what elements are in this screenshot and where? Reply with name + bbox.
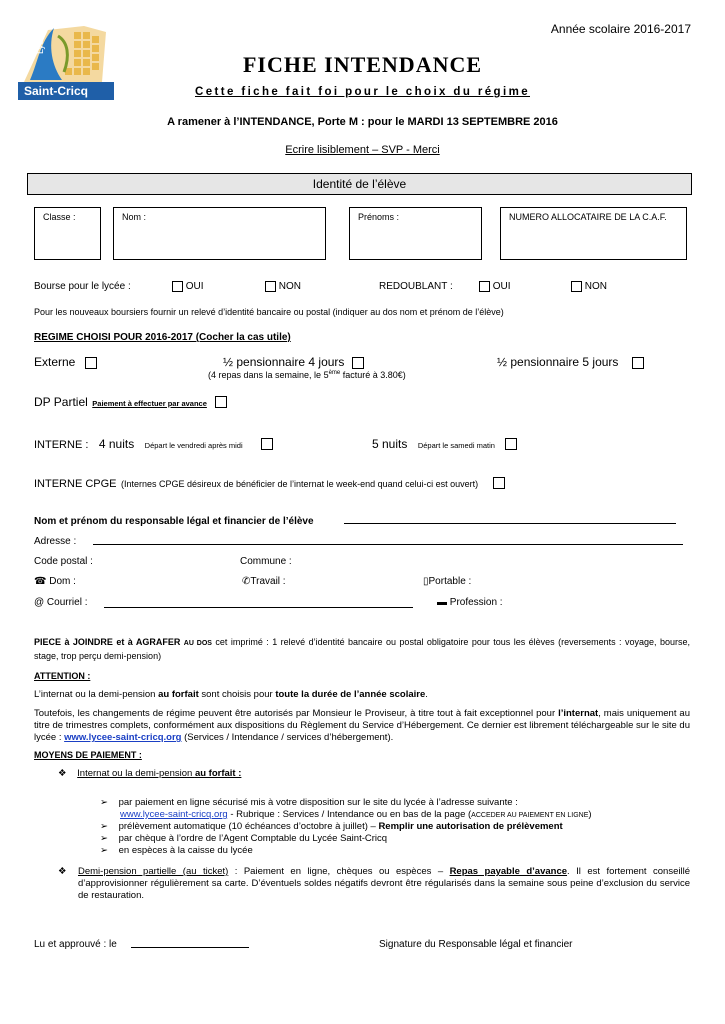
payment-item1-b: - Rubrique : Services / Intendance ou en bas de la page ( — [227, 809, 472, 820]
attention-p2-a: Toutefois, les changements de régime peuvent être autorisés par Monsieur le Proviseur, à titre tout à fait exceptionnel pour — [34, 708, 559, 719]
pieces-lead: PIECE à JOINDRE et à AGRAFER — [34, 637, 181, 647]
payment-item4: en espèces à la caisse du lycée — [118, 845, 253, 856]
dp-partiel-option — [34, 393, 227, 411]
cpge-label: INTERNE CPGE — [34, 478, 117, 490]
school-year: Année scolaire 2016-2017 — [550, 22, 691, 36]
dp-partiel-checkbox[interactable] — [215, 396, 227, 408]
payment-item1-text: par paiement en ligne sécurisé mis à votre disposition sur le site du lycée à l’adresse suivante : — [118, 797, 518, 808]
identity-section-title: Identité de l’élève — [312, 177, 407, 191]
pieces-paragraph — [34, 636, 690, 662]
redoublant-non-label: NON — [584, 281, 608, 293]
interne-row — [34, 435, 273, 453]
prenoms-field[interactable] — [349, 207, 482, 260]
attention-p1-d: toute la durée de l’année scolaire — [275, 689, 426, 700]
externe-checkbox[interactable] — [85, 357, 97, 369]
travail-field[interactable] — [242, 576, 286, 587]
classe-field[interactable] — [34, 207, 101, 260]
demi4-note — [208, 370, 406, 380]
prenoms-label: Prénoms : — [358, 212, 400, 222]
interne-4-label: 4 nuits — [98, 437, 135, 451]
classe-label: Classe : — [43, 212, 76, 222]
arrow-bullet-icon: ➢ — [100, 821, 108, 832]
attention-p2-d: (Services / Intendance / services d’hébergement). — [181, 732, 394, 743]
attention-p1-c: sont choisis pour — [198, 689, 276, 700]
demi4-note-b: facturé à 3.80€) — [340, 370, 406, 380]
cpge-checkbox[interactable] — [493, 477, 505, 489]
demi5-checkbox[interactable] — [632, 357, 644, 369]
payment-item1-c: ) — [588, 809, 592, 820]
portable-field[interactable] — [423, 576, 471, 587]
redoublant-oui-checkbox[interactable] — [479, 281, 490, 292]
partial-c: Repas payable d’avance — [449, 866, 568, 877]
work-phone-icon: ✆ — [242, 576, 251, 587]
attention-p1-e: . — [425, 689, 428, 700]
redoublant-oui-label: OUI — [492, 281, 511, 293]
phone-icon: ☎ — [34, 576, 47, 587]
commune-label: Commune : — [240, 556, 292, 567]
bourse-row — [34, 281, 694, 295]
forfait-label-b: au forfait : — [194, 768, 242, 779]
caf-field[interactable] — [500, 207, 687, 260]
courriel-label: @ Courriel : — [34, 597, 88, 608]
interne-5-checkbox[interactable] — [505, 438, 517, 450]
payment-item3: par chèque à l’ordre de l’Agent Comptable du Lycée Saint-Cricq — [118, 833, 388, 844]
page-title: FICHE INTENDANCE — [242, 52, 483, 77]
attention-p1 — [34, 689, 690, 701]
profession-label: Profession : — [449, 597, 503, 608]
redoublant-non-checkbox[interactable] — [571, 281, 582, 292]
attention-site-link[interactable]: www.lycee-saint-cricq.org — [64, 732, 182, 743]
interne-4-note: Départ le vendredi après midi — [144, 441, 243, 450]
arrow-bullet-icon: ➢ — [100, 845, 108, 856]
demi4-option — [223, 355, 364, 369]
interne-label: INTERNE : — [34, 439, 89, 451]
logo-small-text: Lycée — [35, 30, 45, 54]
arrow-bullet-icon: ➢ — [100, 797, 108, 808]
attention-p1-a: L’internat ou la demi-pension — [34, 689, 159, 700]
write-note: Ecrire lisiblement – SVP - Merci — [285, 144, 440, 156]
demi4-note-a: (4 repas dans la semaine, le 5 — [208, 370, 329, 380]
nom-field[interactable] — [113, 207, 326, 260]
responsible-heading: Nom et prénom du responsable légal et financier de l’élève — [34, 516, 314, 527]
diamond-bullet-icon: ❖ — [58, 866, 67, 877]
pieces-text: cet imprimé : 1 relevé d’identité bancaire ou postal obligatoire pour tous les élèves (reversements : voyage, bourse, stage, trop perçu demi-pension) — [34, 637, 690, 661]
partial-d: . Il est fortement conseillé d’approvisionner régulièrement sa carte. D’éventuels soldes négatifs devront être régularisés dans la semaine sous peine d’exclusion du service de restauration. — [78, 866, 690, 901]
cpge-row — [34, 474, 505, 492]
attention-p1-b: au forfait — [158, 689, 199, 700]
partial-a: Demi-pension partielle (au ticket) — [78, 866, 229, 877]
bourse-non-checkbox[interactable] — [265, 281, 276, 292]
bourse-oui-checkbox[interactable] — [172, 281, 183, 292]
cpge-note: (Internes CPGE désireux de bénéficier de l’internat le week-end quand celui-ci est ouvert) — [120, 479, 479, 489]
interne-4-checkbox[interactable] — [261, 438, 273, 450]
interne-5-label: 5 nuits — [372, 437, 408, 451]
attention-p2-b: l’internat — [558, 708, 599, 719]
dom-label: Dom : — [49, 576, 76, 587]
externe-option — [34, 355, 97, 369]
attention-p2 — [34, 708, 690, 744]
payment-item-cheque — [100, 833, 387, 844]
nom-label: Nom : — [122, 212, 147, 222]
redoublant-label: REDOUBLANT : — [379, 281, 453, 292]
partial-b: : Paiement en ligne, chèques ou espèces – — [228, 866, 450, 877]
payment-item-especes — [100, 845, 253, 856]
forfait-item — [58, 768, 241, 779]
arrow-bullet-icon: ➢ — [100, 833, 108, 844]
profession-field[interactable] — [437, 597, 503, 608]
approved-label: Lu et approuvé : le — [34, 939, 117, 950]
payment-item-prelevement — [100, 821, 563, 832]
courriel-line[interactable] — [104, 607, 413, 608]
payment-item2-b: Remplir une autorisation de prélèvement — [378, 821, 563, 832]
payment-site-link[interactable]: www.lycee-saint-cricq.org — [120, 809, 228, 820]
caf-label: NUMERO ALLOCATAIRE DE LA C.A.F. — [509, 212, 667, 222]
travail-label: Travail : — [250, 576, 286, 587]
page-subtitle: Cette fiche fait foi pour le choix du régime — [195, 86, 530, 98]
dp-partiel-note: Paiement à effectuer par avance — [92, 399, 207, 408]
code-postal-label: Code postal : — [34, 556, 93, 567]
partial-paragraph — [78, 866, 690, 902]
bourse-non-label: NON — [278, 281, 302, 293]
interne-5-note: Départ le samedi matin — [417, 441, 495, 450]
adresse-label: Adresse : — [34, 536, 77, 547]
return-note: A ramener à l’INTENDANCE, Porte M : pour le MARDI 13 SEPTEMBRE 2016 — [167, 116, 558, 128]
bourse-label: Bourse pour le lycée : — [34, 281, 131, 292]
dom-field[interactable] — [34, 576, 76, 587]
forfait-label-a: Internat ou la demi-pension — [77, 768, 195, 779]
bourse-note: Pour les nouveaux boursiers fournir un relevé d’identité bancaire ou postal (indiquer au dos nom et prénom de l’élève) — [34, 307, 504, 317]
payment-item-online — [100, 797, 592, 822]
portable-label: Portable : — [428, 576, 472, 587]
mobile-icon: ▯ — [423, 576, 429, 587]
logo-name: Saint-Cricq — [24, 84, 89, 98]
responsible-name-line[interactable] — [344, 523, 676, 524]
interne-5-option — [372, 435, 517, 453]
payment-item2-a: prélèvement automatique (10 échéances d’octobre à juillet) – — [118, 821, 379, 832]
externe-label: Externe — [34, 355, 76, 369]
signature-label: Signature du Responsable légal et financier — [379, 939, 573, 950]
attention-heading: ATTENTION : — [34, 671, 91, 681]
demi5-label: ½ pensionnaire 5 jours — [497, 355, 619, 369]
attention-p2-c: , mais uniquement au titre de trimestres complets, conformément aux dispositions du Règlement du Service d’Hébergement. Ce dernier est librement téléchargeable sur le site du lycée : — [34, 708, 690, 743]
bourse-oui-label: OUI — [185, 281, 204, 293]
payment-heading: MOYENS DE PAIEMENT : — [34, 750, 142, 760]
pieces-lead-small: AU DOS — [183, 640, 212, 647]
approved-date-line[interactable] — [131, 947, 249, 948]
demi4-label: ½ pensionnaire 4 jours — [223, 355, 345, 369]
identity-section-header — [27, 173, 692, 195]
diamond-bullet-icon: ❖ — [58, 768, 67, 779]
regime-heading: REGIME CHOISI POUR 2016-2017 (Cocher la cas utile) — [34, 332, 291, 343]
dp-partiel-label: DP Partiel — [34, 395, 88, 409]
demi4-note-sup: ème — [328, 370, 341, 376]
briefcase-icon: ▬ — [437, 597, 447, 608]
demi5-option — [497, 355, 644, 369]
demi4-checkbox[interactable] — [352, 357, 364, 369]
payment-item1-small: ACCEDER AU PAIEMENT EN LIGNE — [471, 812, 589, 819]
adresse-line[interactable] — [93, 544, 683, 545]
